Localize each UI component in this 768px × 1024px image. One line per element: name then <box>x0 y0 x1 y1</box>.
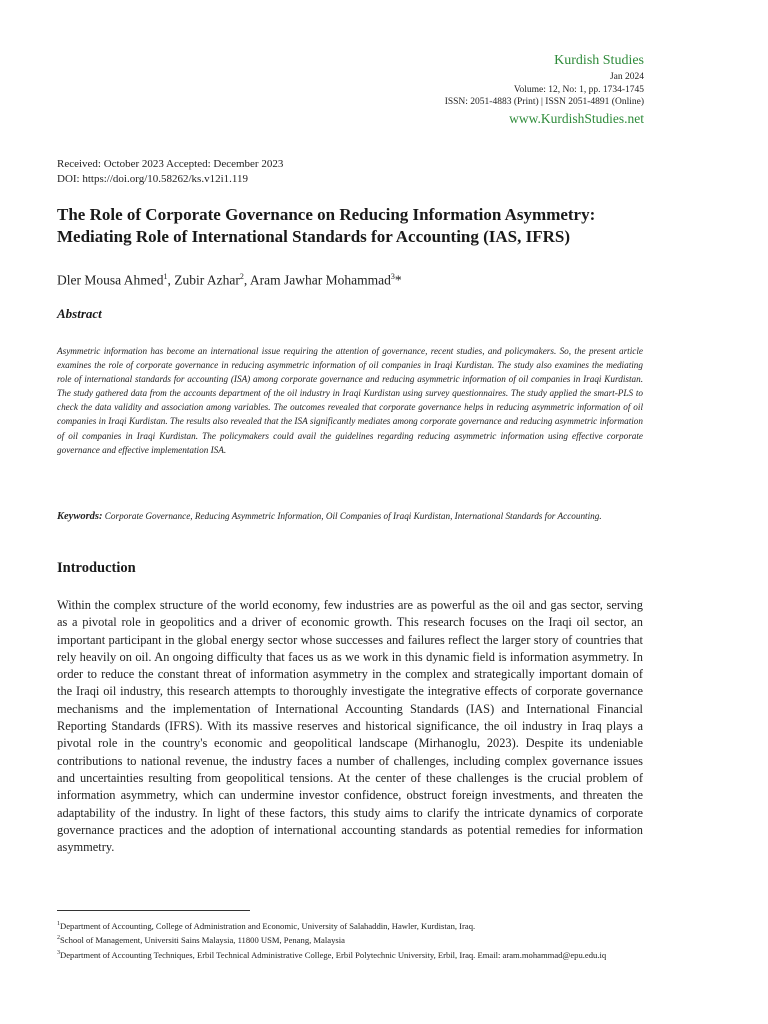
issn-info: ISSN: 2051-4883 (Print) | ISSN 2051-4891 (Online) <box>444 97 644 107</box>
author-affiliation-mark: 3 <box>390 272 395 281</box>
volume-info: Volume: 12, No: 1, pp. 1734-1745 <box>513 84 644 95</box>
author-affiliation-mark: 2 <box>239 272 244 281</box>
journal-website-link[interactable]: www.KurdishStudies.net <box>509 110 644 126</box>
author-affiliation-mark: 1 <box>163 272 168 281</box>
footnote-text: Department of Accounting, College of Administration and Economic, University of Salahaddin, Hawler, Kurdistan, Iraq. <box>60 920 476 931</box>
footnote-mark: 3 <box>57 949 60 956</box>
author-separator: , <box>243 272 250 288</box>
author-name: Dler Mousa Ahmed <box>57 272 164 288</box>
footnote-text: School of Management, Universiti Sains Malaysia, 11800 USM, Penang, Malaysia <box>60 935 345 946</box>
author-name: Aram Jawhar Mohammad <box>249 272 391 288</box>
doi-link[interactable]: DOI: https://doi.org/10.58262/ks.v12i1.119 <box>57 173 248 185</box>
issue-date: Jan 2024 <box>609 72 644 82</box>
footnote-3 <box>57 947 643 961</box>
received-accepted: Received: October 2023 Accepted: December 2023 <box>57 158 284 170</box>
introduction-text: Within the complex structure of the world economy, few industries are as powerful as the oil and gas sector, serving as a pivotal role in geopolitics and a driver of economic growth. This research focuses on the Iraqi oil sector, an important participant in the global energy sector whose successes and failures reflect the larger story of countries that rely heavily on oil. An ongoing difficulty that faces us as we work in this dynamic field is information asymmetry. In order to reduce the constant threat of information asymmetry in the complex and strategically important domain of the Iraqi oil industry, this research attempts to thoroughly investigate the integrative effects of corporate governance mechanisms and the implementation of International Accounting Standards (IAS) and International Financial Reporting Standards (IFRS). With its massive reserves and historical significance, the oil industry in Iraq plays a pivotal role in the country's economic and geopolitical landscape (Mirhanoglu, 2023). Despite its undeniable contributions to national revenue, the industry faces a number of challenges, including complex governance issues and uncertainties resulting from geopolitical tensions. At the center of these challenges is the crucial problem of information asymmetry, which can undermine investor confidence, obstruct foreign investments, and threaten the adaptability of the industry. In light of these factors, this study aims to clarify the intricate dynamics of corporate governance practices and the adoption of international accounting standards as potential remedies for information asymmetry. <box>57 598 643 855</box>
title-line-2: Mediating Role of International Standards for Accounting (IAS, IFRS) <box>57 227 571 246</box>
footnote-mark: 1 <box>57 921 60 927</box>
journal-header <box>445 52 644 127</box>
abstract-text: Asymmetric information has become an international issue requiring the attention of governance, recent studies, and policymakers. So, the present article examines the role of corporate governance in reducing asymmetric information of oil companies in Iraqi Kurdistan. The study also examines the mediating role of international standards for accounting (ISA) among corporate governance and reducing asymmetric information of oil companies in Iraqi Kurdistan. The study gathered data from the accounts department of the oil industry in Iraqi Kurdistan using survey questionnaires. The study applied the smart-PLS to check the data validity and association among variables. The outcomes revealed that corporate governance helps in reducing asymmetric information of oil companies in Iraqi Kurdistan. The results also revealed that the ISA significantly mediates among corporate governance and reducing asymmetric information of oil companies in Iraqi Kurdistan. The policymakers could avail the guidelines regarding reducing asymmetric information using effective corporate governance and effective implementation ISA. <box>57 346 643 455</box>
footnotes <box>57 918 643 961</box>
footnote-1 <box>57 918 643 932</box>
keywords <box>57 509 643 525</box>
corresponding-author-mark: * <box>394 272 402 288</box>
introduction-heading: Introduction <box>57 560 136 576</box>
keywords-label: Keywords: <box>57 511 103 522</box>
journal-name: Kurdish Studies <box>554 53 644 68</box>
article-dates <box>57 157 283 187</box>
title-line-1: The Role of Corporate Governance on Reducing Information Asymmetry: <box>57 205 596 224</box>
author-list <box>57 268 402 290</box>
paper-title <box>57 204 657 248</box>
footnote-divider <box>57 910 250 911</box>
keywords-text: Corporate Governance, Reducing Asymmetric Information, Oil Companies of Iraqi Kurdistan, International Standards for Accounting. <box>102 511 602 521</box>
footnote-2 <box>57 932 643 946</box>
author-name: Zubir Azhar <box>174 272 240 288</box>
footnote-text: Department of Accounting Techniques, Erbil Technical Administrative College, Erbil Polytechnic University, Erbil, Iraq. Email: aram.mohammad@epu.edu.iq <box>60 949 607 960</box>
abstract-heading: Abstract <box>57 306 102 321</box>
author-separator: , <box>167 272 175 288</box>
footnote-mark: 2 <box>57 935 60 942</box>
